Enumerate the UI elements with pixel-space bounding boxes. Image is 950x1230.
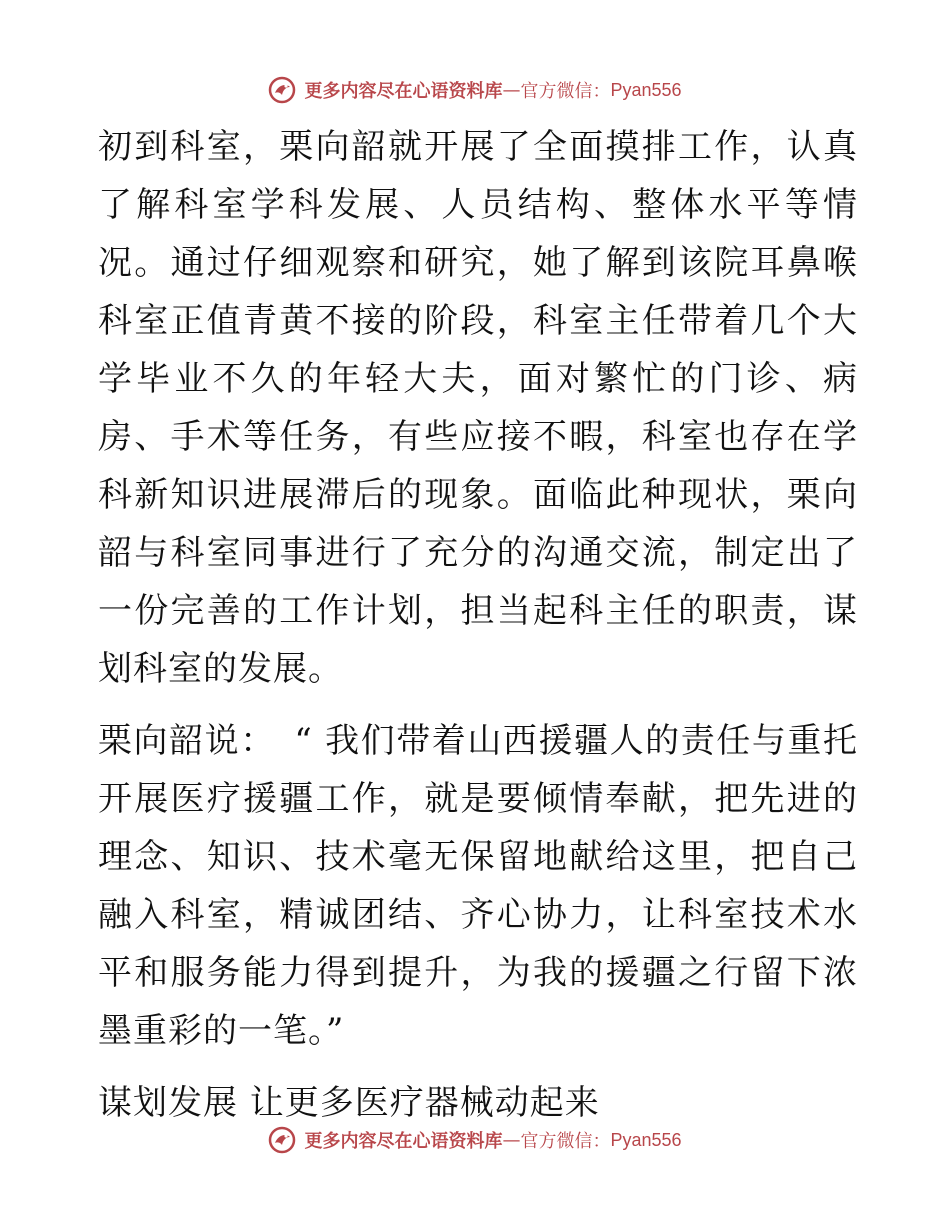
banner-brand-text: 更多内容尽在心语资料库 <box>304 1131 503 1152</box>
dragon-seal-logo-icon <box>268 1126 296 1154</box>
article-body <box>98 118 858 1132</box>
banner-separator: — <box>502 1129 521 1151</box>
banner-brand-text: 更多内容尽在心语资料库 <box>304 81 503 102</box>
banner-wechat-id: Pyan556 <box>610 1129 682 1150</box>
banner-wechat-id: Pyan556 <box>610 79 682 100</box>
footer-banner <box>0 1120 950 1160</box>
header-banner <box>0 70 950 110</box>
article-paragraph-2: 栗向韶说： “ 我们带着山西援疆人的责任与重托开展医疗援疆工作，就是要倾情奉献，把先进的理念、知识、技术毫无保留地献给这里，把自己融入科室，精诚团结、齐心协力，让科室技术水平和服务能力得到提升，为我的援疆之行留下浓墨重彩的一笔。” <box>98 721 858 1051</box>
article-paragraph-1: 初到科室，栗向韶就开展了全面摸排工作，认真了解科室学科发展、人员结构、整体水平等情况。通过仔细观察和研究，她了解到该院耳鼻喉科室正值青黄不接的阶段，科室主任带着几个大学毕业不久的年轻大夫，面对繁忙的门诊、病房、手术等任务，有些应接不暇，科室也存在学科新知识进展滞后的现象。面临此种现状，栗向韶与科室同事进行了充分的沟通交流，制定出了一份完善的工作计划，担当起科主任的职责，谋划科室的发展。 <box>98 127 858 689</box>
banner-separator: — <box>502 79 521 101</box>
banner-wechat-label: 官方微信： <box>520 1131 611 1152</box>
dragon-seal-logo-icon <box>268 76 296 104</box>
banner-wechat-label: 官方微信： <box>520 81 611 102</box>
article-subheading: 谋划发展 让更多医疗器械动起来 <box>98 1083 600 1123</box>
